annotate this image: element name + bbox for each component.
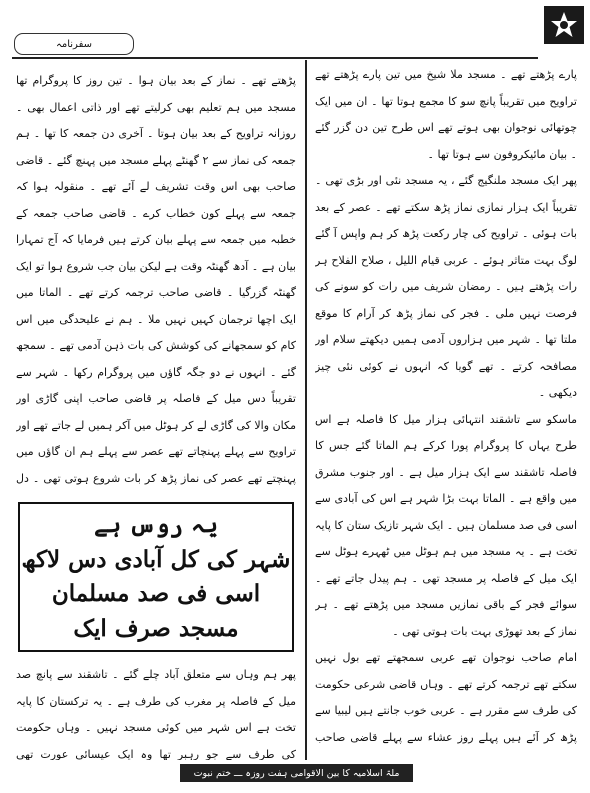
highlight-line-2: شہر کی کل آبادی دس لاکھ bbox=[21, 545, 291, 573]
star-crescent-logo-icon bbox=[544, 6, 584, 44]
left-column-top bbox=[16, 68, 296, 488]
right-paragraph-1: پارے پڑھتے تھے ۔ مسجد ملا شیخ میں تین پارے پڑھتے تھے تراویح میں تقریباً پانچ سو کا مجمع ہوتا تھا ۔ ان میں ایک چوتھائی نوجوان بھی ہوتے تھے اس طرح تین دن گزر گئے ۔ بیان مائیکروفون سے ہوتا تھا ۔ bbox=[315, 68, 577, 161]
left-paragraph-2: پھر ہم وہاں سے متعلق آباد چلے گئے ۔ تاشقند سے پانچ صد میل کے فاصلہ پر مغرب کی طرف ہے ۔ یہ ترکستان کا پایہ تخت ہے اس شہر میں کوئی مسجد نہیں ۔ وہاں حکومت کی طرف سے جو رہبر تھا وہ ایک عیسائی عورت تھی bbox=[16, 668, 296, 760]
right-column bbox=[315, 62, 577, 752]
right-paragraph-2: پھر ایک مسجد ملنگیج گئے ، یہ مسجد نئی اور بڑی تھی ۔ تقریباً ایک ہزار نمازی نماز پڑھ سکتے تھے ۔ عصر کے بعد بات ہوئی ۔ تراویح کی چار رکعت پڑھ کر ہم واپس آ گئے لوگ بہت متاثر ہوئے ۔ عربی قیام اللیل ، صلاح الفلاح ہر رات پڑھتے ہیں ۔ رمضان شریف میں رات کو سونے کی فرصت نہیں ملی ۔ فجر کی نماز پڑھ کر آرام کا موقع ملتا تھا ۔ شہر میں ہزاروں آدمی ہمیں دیکھتے سلام اور مصافحہ کرتے ۔ تھے گویا کہ انہوں نے کوئی نئی چیز دیکھی ۔ bbox=[315, 174, 577, 399]
column-divider bbox=[305, 60, 307, 760]
header-rule bbox=[12, 57, 538, 59]
highlight-box bbox=[18, 502, 294, 652]
highlight-line-4: مسجد صرف ایک bbox=[73, 614, 239, 642]
footer-text: ملۃ اسلامیہ کا بین الاقوامی ہفت روزہ ـــ ختم نبوت bbox=[193, 767, 400, 779]
highlight-line-3: اسی فی صد مسلمان bbox=[51, 580, 261, 608]
footer-banner bbox=[180, 764, 413, 782]
star-icon bbox=[549, 10, 579, 40]
right-paragraph-3: ماسکو سے تاشقند انتہائی ہزار میل کا فاصلہ ہے اس طرح یہاں کا پروگرام پورا کرکے ہم الماتا گئے جس کا فاصلہ تاشقند سے ایک ہزار میل ہے ۔ اور جنوب مشرق میں واقع ہے ۔ الماتا بہت بڑا شہر ہے اس کی آبادی سے اسی فی صد مسلمان ہیں ۔ ایک شہر تازیک ستان کا پایہ تخت ہے ۔ یہ مسجد میں ہم ہوٹل میں ٹھہرے ہوٹل سے ایک میل کے فاصلہ پر مسجد تھی ۔ ہم پیدل جاتے تھے ۔ سوائے فجر کے باقی نمازیں مسجد میں پڑھتے تھے ۔ ہر نماز کے بعد تھوڑی بہت بات ہوتی تھی ۔ bbox=[315, 412, 577, 638]
left-paragraph-1: پڑھتے تھے ۔ نماز کے بعد بیان ہوا ۔ تین روز کا پروگرام تھا مسجد میں ہم تعلیم بھی کرلیتے تھے اور ذاتی اعمال بھی ۔ روزانہ تراویح کے بعد بیان ہوتا ۔ آخری دن جمعہ کا تھا ۔ ہم جمعہ کی نماز سے ۲ گھنٹے پہلے مسجد میں پہنچ گئے ۔ قاضی صاحب بھی اس وقت تشریف لے آئے تھے ۔ منقولہ ہوا کہ جمعہ سے پہلے کون خطاب کرے ۔ قاضی صاحب جمعہ کے خطبہ میں جمعہ سے پہلے بیان کرتے ہیں فرمایا کہ آج تمہارا بیان ہے ۔ آدھ گھنٹہ وقت ہے لیکن بیان جب شروع ہوا تو ایک گھنٹہ گزرگیا ۔ قاضی صاحب ترجمہ کرتے تھے ۔ الماتا میں ایک اچھا ترجمان کہیں نہیں ملا ۔ ہم نے علیحدگی میں اس کام کو سمجھانے کی کوشش کی بات ذہن آدمی تھے ۔ سمجھ گئے ۔ انہوں نے دو جگہ گاؤں میں پروگرام رکھا ۔ شہر سے تقریباً دس میل کے فاصلہ پر قاضی صاحب اپنی گاڑی اور مکان والا کی گاڑی لے کر ہوٹل میں آکر ہمیں لے جاتے تھے اور تراویح سے پہلے پہنچاتے تھے عصر سے پہلے ہم ان گاؤں میں پہنچتے تھے عصر کی نماز پڑھ کر بات شروع ہوتی تھی ۔ دل bbox=[16, 74, 296, 485]
right-paragraph-4: امام صاحب نوجوان تھے عربی سمجھتے تھے بول نہیں سکتے تھے ترجمہ کرتے تھے ۔ وہاں قاضی شرعی حکومت کی طرف سے مقرر ہے ۔ عربی خوب جانتے ہیں لیبیا سے پڑھ کر آئے ہیں پہلے روز عشاء سے پہلے قاضی صاحب bbox=[315, 651, 577, 744]
section-title: سفرنامہ bbox=[56, 38, 93, 50]
left-column-bottom bbox=[16, 662, 296, 760]
highlight-line-1: یہ روس ہے bbox=[94, 511, 218, 539]
section-title-tab bbox=[14, 33, 134, 55]
